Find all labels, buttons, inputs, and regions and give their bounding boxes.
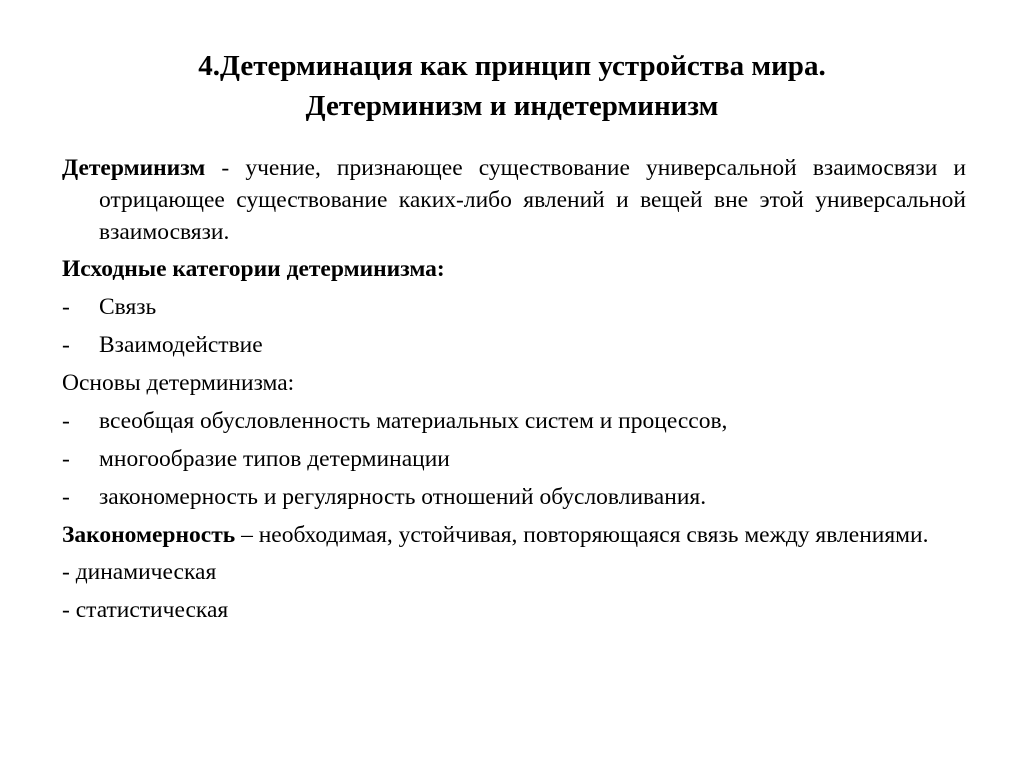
regularity-type-statistical: - статистическая <box>62 597 229 623</box>
bullet-dash: - <box>62 294 70 320</box>
foundations-heading: Основы детерминизма: <box>62 370 295 396</box>
bullet-dash: - <box>62 484 70 510</box>
regularity-definition-text: – необходимая, устойчивая, повторяющаяся связь между явлениями. <box>235 522 929 548</box>
title-line-2: Детерминизм и индетерминизм <box>305 90 719 122</box>
determinism-term: Детерминизм <box>62 155 206 181</box>
category-item <box>62 291 966 323</box>
slide-body <box>62 152 966 632</box>
foundation-item-label: многообразие типов детерминации <box>99 446 450 472</box>
regularity-term: Закономерность <box>62 522 236 548</box>
title-line-1: 4.Детерминация как принцип устройства мира. <box>198 50 826 82</box>
foundation-item <box>62 405 966 437</box>
slide-title <box>0 46 1024 126</box>
bullet-dash: - <box>62 332 70 358</box>
foundation-item-label: закономерность и регулярность отношений обусловливания. <box>99 484 707 510</box>
category-item-label: Взаимодействие <box>99 332 263 358</box>
foundation-item <box>62 481 966 513</box>
bullet-dash: - <box>62 408 70 434</box>
foundation-item <box>62 443 966 475</box>
category-item-label: Связь <box>99 294 157 320</box>
regularity-type-dynamic: - динамическая <box>62 559 217 585</box>
categories-heading: Исходные категории детерминизма: <box>62 256 445 282</box>
determinism-definition-text: - учение, признающее существование универсальной взаимосвязи и отрицающее существование каких-либо явлений и вещей вне этой универсальной взаимосвязи. <box>99 155 966 245</box>
foundation-item-label: всеобщая обусловленность материальных систем и процессов, <box>99 408 728 434</box>
determinism-definition <box>62 152 966 248</box>
regularity-definition <box>62 519 966 551</box>
category-item <box>62 329 966 361</box>
bullet-dash: - <box>62 446 70 472</box>
